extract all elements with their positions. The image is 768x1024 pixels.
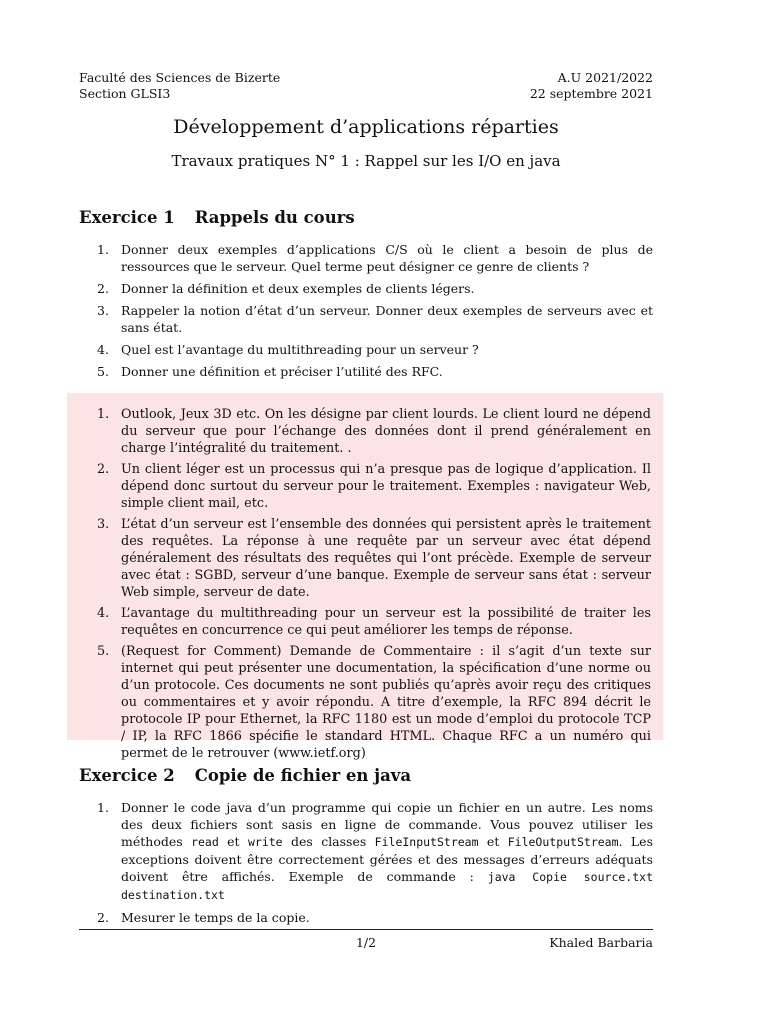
- exercise2-questions: [79, 799, 653, 926]
- document-title: Développement d’applications réparties: [173, 116, 559, 138]
- exercise1-questions: [79, 241, 653, 380]
- exercise1-answers: [79, 406, 651, 762]
- document-date: 22 septembre 2021: [529, 86, 653, 101]
- author-name: Khaled Barbaria: [549, 935, 653, 950]
- document-header: [79, 70, 653, 102]
- exercise2-number: Exercice 2: [79, 766, 175, 785]
- question-item: 5. Donner une définition et préciser l’utilité des RFC.: [97, 364, 443, 379]
- question-item: 3. Rappeler la notion d’état d’un serveur. Donner deux exemples de serveurs avec et sans état.: [97, 303, 653, 335]
- document-subtitle: Travaux pratiques N° 1 : Rappel sur les I/O en java: [171, 152, 561, 170]
- document-page: [79, 70, 653, 385]
- question-item: 2. Donner la définition et deux exemples de clients légers.: [97, 281, 475, 296]
- question-item: 2. Mesurer le temps de la copie.: [97, 910, 310, 925]
- header-right: [530, 70, 653, 102]
- code-write: write: [247, 835, 283, 849]
- answer-item: 3. L’état d’un serveur est l’ensemble des données qui persistent après le traitement des requêtes. La réponse à une requête par un serveur avec état dépend généralement des résultats des requêtes qui l’ont précède. Exemple de serveur avec état : SGBD, serveur d’une banque. Exemple de serveur sans état : serveur Web simple, serveur de date.: [97, 517, 651, 600]
- answer-item: 5. (Request for Comment) Demande de Commentaire : il s’agit d’un texte sur internet qui peut présenter une documentation, la spécification d’une norme ou d’un protocole. Ces documents ne sont publiés qu’après avoir reçu des critiques ou commentaires et y avoir répondu. A titre d’exemple, la RFC 894 décrit le protocole IP pour Ethernet, la RFC 1180 est un mode d’emploi du protocole TCP / IP, la RFC 1866 spécifie le standard HTML. Chaque RFC a un numéro qui permet de le retrouver (www.ietf.org): [97, 644, 651, 761]
- academic-year: A.U 2021/2022: [557, 70, 653, 85]
- exercise2-name: Copie de fichier en java: [194, 766, 412, 785]
- header-left: [79, 70, 280, 102]
- exercise2-heading: [79, 766, 653, 785]
- exercise1-answers-box: [67, 393, 663, 761]
- exercise2-section: [79, 766, 653, 931]
- exercise1-number: Exercice 1: [79, 208, 175, 227]
- document-footer: [79, 935, 653, 951]
- footer-rule: [79, 929, 653, 930]
- code-fileinputstream: FileInputStream: [374, 835, 479, 849]
- section-name: Section GLSI3: [79, 86, 171, 101]
- code-command-example: java Copie source.txt destination.txt: [121, 870, 653, 902]
- answer-item: 4. L’avantage du multithreading pour un serveur est la possibilité de traiter les requêtes en concurrence ce qui peut améliorer les temps de réponse.: [97, 606, 651, 638]
- code-fileoutputstream: FileOutputStream: [507, 835, 619, 849]
- answer-item: 2. Un client léger est un processus qui n’a presque pas de logique d’application. Il dépend donc surtout du serveur pour le traitement. Exemples : navigateur Web, simple client mail, etc.: [97, 462, 651, 511]
- question-item: 1. Donner le code java d’un programme qui copie un fichier en un autre. Les noms des deux fichiers sont sasis en ligne de commande. Vous pouvez utiliser les méthodes read et write des classes FileInputStream et FileOutputStream. Les exceptions doivent être correctement gérées et des messages d’erreurs adéquats doivent être affichés. Exemple de commande : java Copie source.txt destination.txt: [97, 800, 653, 902]
- page-number: 1/2: [355, 935, 377, 950]
- code-read: read: [191, 835, 219, 849]
- faculty-name: Faculté des Sciences de Bizerte: [79, 70, 281, 85]
- question-item: 4. Quel est l’avantage du multithreading pour un serveur ?: [97, 342, 479, 357]
- question-item: 1. Donner deux exemples d’applications C/S où le client a besoin de plus de ressources que le serveur. Quel terme peut désigner ce genre de clients ?: [97, 242, 653, 274]
- exercise1-heading: [79, 208, 653, 227]
- exercise1-name: Rappels du cours: [194, 208, 355, 227]
- answer-item: 1. Outlook, Jeux 3D etc. On les désigne par client lourds. Le client lourd ne dépend du serveur que pour l’échange des données dont il prend généralement en charge l’intégralité du traitement. .: [97, 407, 651, 456]
